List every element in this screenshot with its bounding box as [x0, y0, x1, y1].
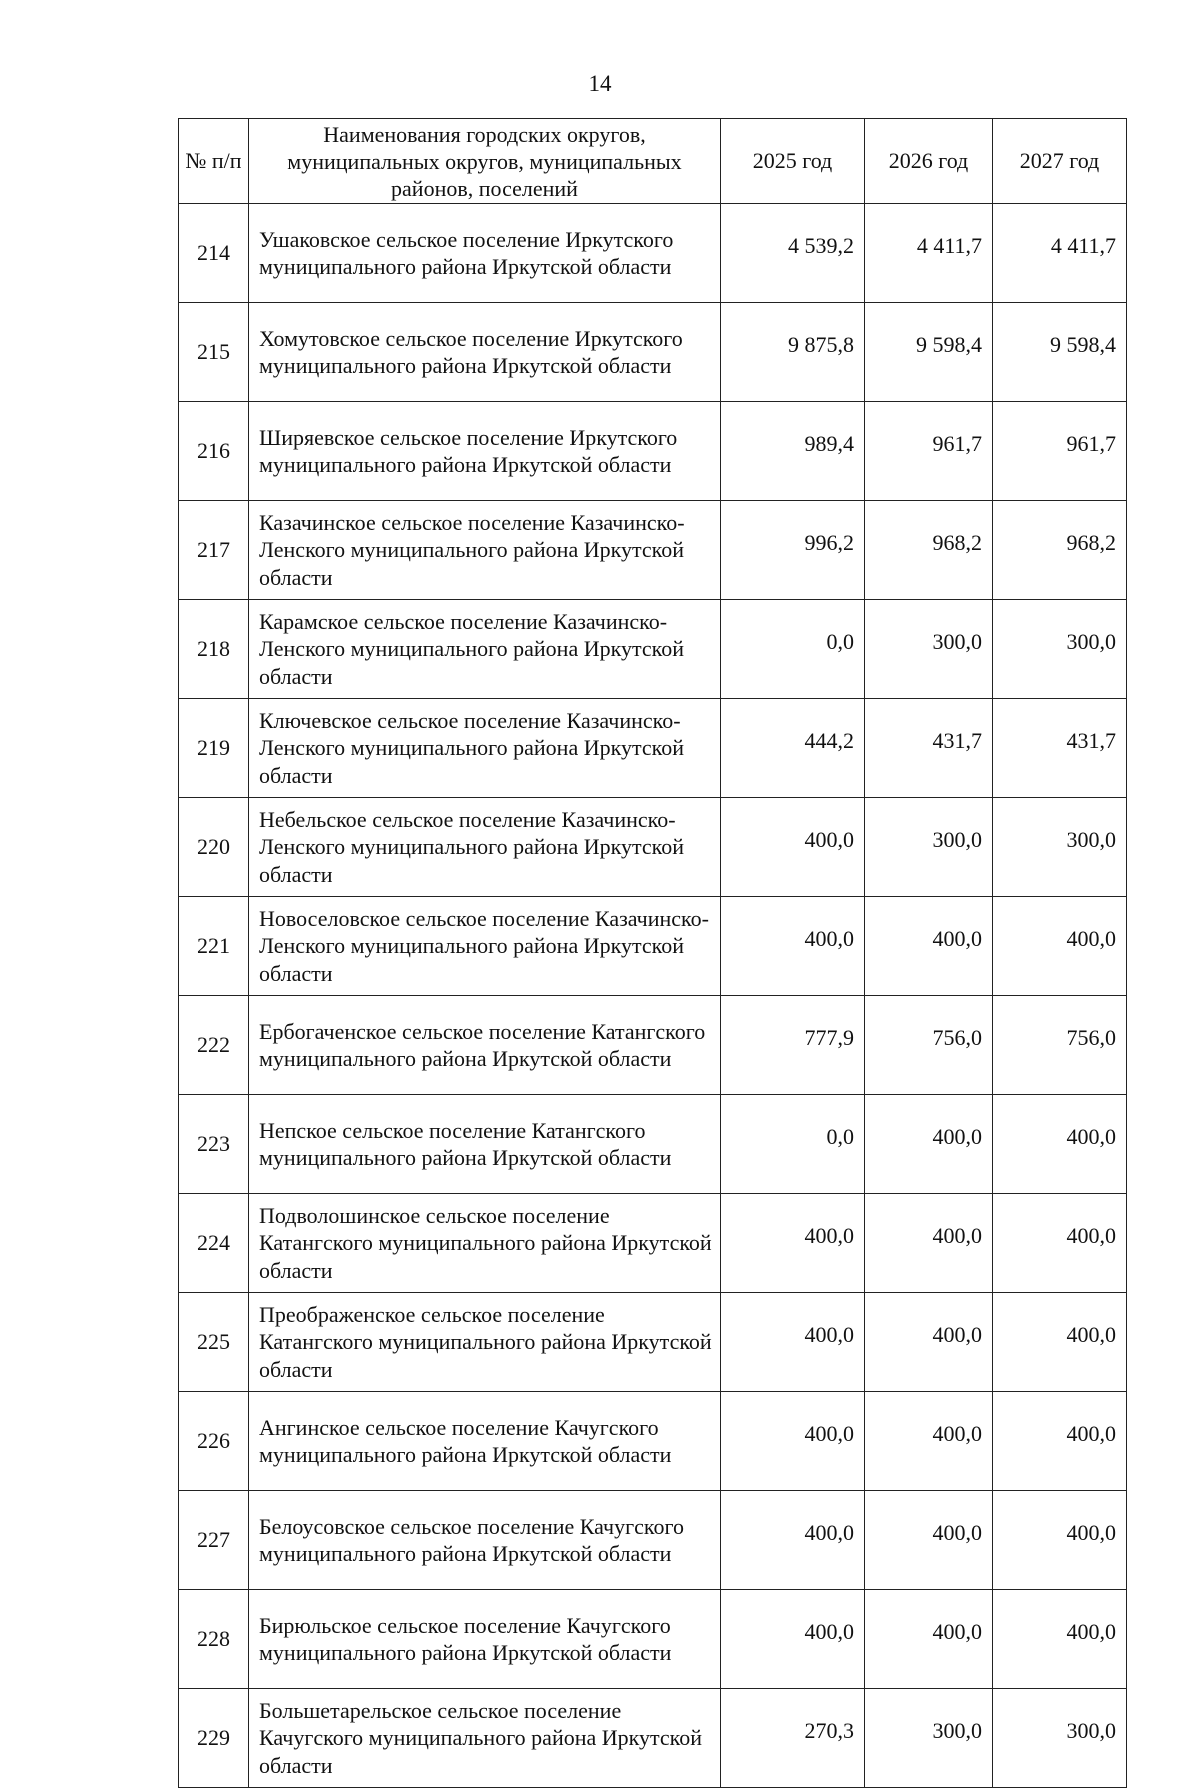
row-value-2026: 400,0 [865, 1095, 993, 1194]
table-row [179, 1392, 1127, 1491]
row-value-2025: 989,4 [721, 402, 865, 501]
row-value-2027: 300,0 [993, 600, 1127, 699]
row-name: Казачинское сельское поселение Казачинско-Ленского муниципального района Иркутской области [249, 501, 721, 600]
row-name: Непское сельское поселение Катангского муниципального района Иркутской области [249, 1095, 721, 1194]
row-name: Преображенское сельское поселение Катангского муниципального района Иркутской области [249, 1293, 721, 1392]
row-value-2025: 400,0 [721, 1590, 865, 1689]
row-value-2025: 400,0 [721, 897, 865, 996]
row-value-2025: 400,0 [721, 798, 865, 897]
row-value-2027: 431,7 [993, 699, 1127, 798]
table-row [179, 996, 1127, 1095]
row-value-2027: 400,0 [993, 1392, 1127, 1491]
row-number: 222 [179, 996, 249, 1095]
table-row [179, 1590, 1127, 1689]
row-value-2025: 9 875,8 [721, 303, 865, 402]
table-row [179, 600, 1127, 699]
row-value-2025: 400,0 [721, 1293, 865, 1392]
row-number: 215 [179, 303, 249, 402]
table-row [179, 501, 1127, 600]
row-value-2026: 400,0 [865, 1491, 993, 1590]
table-row [179, 1293, 1127, 1392]
row-value-2025: 400,0 [721, 1491, 865, 1590]
row-value-2027: 300,0 [993, 798, 1127, 897]
row-value-2027: 961,7 [993, 402, 1127, 501]
row-value-2026: 961,7 [865, 402, 993, 501]
row-value-2025: 777,9 [721, 996, 865, 1095]
row-value-2025: 4 539,2 [721, 204, 865, 303]
table-row [179, 204, 1127, 303]
row-value-2025: 0,0 [721, 600, 865, 699]
row-value-2027: 400,0 [993, 1590, 1127, 1689]
row-value-2025: 996,2 [721, 501, 865, 600]
row-value-2027: 968,2 [993, 501, 1127, 600]
row-name: Карамское сельское поселение Казачинско-Ленского муниципального района Иркутской области [249, 600, 721, 699]
row-number: 218 [179, 600, 249, 699]
row-value-2025: 0,0 [721, 1095, 865, 1194]
table-header [179, 119, 1127, 204]
row-number: 228 [179, 1590, 249, 1689]
row-name: Бирюльское сельское поселение Качугского муниципального района Иркутской области [249, 1590, 721, 1689]
row-name: Ключевское сельское поселение Казачинско-Ленского муниципального района Иркутской области [249, 699, 721, 798]
header-2026: 2026 год [865, 119, 993, 204]
table-row [179, 1194, 1127, 1293]
row-number: 226 [179, 1392, 249, 1491]
row-number: 216 [179, 402, 249, 501]
table-row [179, 699, 1127, 798]
row-number: 217 [179, 501, 249, 600]
table-row [179, 1491, 1127, 1590]
row-value-2026: 968,2 [865, 501, 993, 600]
row-value-2026: 400,0 [865, 1194, 993, 1293]
row-value-2027: 400,0 [993, 897, 1127, 996]
header-2027: 2027 год [993, 119, 1127, 204]
row-number: 220 [179, 798, 249, 897]
row-name: Ушаковское сельское поселение Иркутского муниципального района Иркутской области [249, 204, 721, 303]
row-value-2025: 400,0 [721, 1392, 865, 1491]
table-row [179, 402, 1127, 501]
budget-table [178, 118, 1127, 1788]
row-value-2027: 4 411,7 [993, 204, 1127, 303]
table-row [179, 1095, 1127, 1194]
row-value-2026: 300,0 [865, 600, 993, 699]
row-value-2027: 400,0 [993, 1293, 1127, 1392]
row-number: 214 [179, 204, 249, 303]
row-number: 221 [179, 897, 249, 996]
row-value-2025: 270,3 [721, 1689, 865, 1788]
table-row [179, 798, 1127, 897]
row-value-2025: 444,2 [721, 699, 865, 798]
row-value-2027: 300,0 [993, 1689, 1127, 1788]
row-value-2026: 400,0 [865, 1590, 993, 1689]
table-row [179, 303, 1127, 402]
row-value-2027: 9 598,4 [993, 303, 1127, 402]
row-value-2026: 400,0 [865, 1293, 993, 1392]
header-number: № п/п [179, 119, 249, 204]
row-name: Подволошинское сельское поселение Катангского муниципального района Иркутской области [249, 1194, 721, 1293]
row-value-2027: 400,0 [993, 1095, 1127, 1194]
row-value-2027: 400,0 [993, 1491, 1127, 1590]
row-name: Ербогаченское сельское поселение Катангского муниципального района Иркутской области [249, 996, 721, 1095]
row-value-2025: 400,0 [721, 1194, 865, 1293]
row-name: Ширяевское сельское поселение Иркутского муниципального района Иркутской области [249, 402, 721, 501]
row-name: Новоселовское сельское поселение Казачинско-Ленского муниципального района Иркутской области [249, 897, 721, 996]
header-row [179, 119, 1127, 204]
row-number: 219 [179, 699, 249, 798]
table-body [179, 204, 1127, 1788]
row-number: 229 [179, 1689, 249, 1788]
row-number: 223 [179, 1095, 249, 1194]
row-value-2026: 300,0 [865, 1689, 993, 1788]
row-value-2026: 756,0 [865, 996, 993, 1095]
page-number: 14 [588, 71, 612, 96]
row-value-2026: 4 411,7 [865, 204, 993, 303]
row-number: 225 [179, 1293, 249, 1392]
row-value-2026: 400,0 [865, 897, 993, 996]
row-value-2026: 9 598,4 [865, 303, 993, 402]
row-name: Большетарельское сельское поселение Качугского муниципального района Иркутской области [249, 1689, 721, 1788]
row-name: Хомутовское сельское поселение Иркутского муниципального района Иркутской области [249, 303, 721, 402]
row-name: Белоусовское сельское поселение Качугского муниципального района Иркутской области [249, 1491, 721, 1590]
row-name: Ангинское сельское поселение Качугского муниципального района Иркутской области [249, 1392, 721, 1491]
row-value-2026: 431,7 [865, 699, 993, 798]
row-value-2027: 400,0 [993, 1194, 1127, 1293]
table-row [179, 897, 1127, 996]
row-value-2026: 400,0 [865, 1392, 993, 1491]
row-name: Небельское сельское поселение Казачинско-Ленского муниципального района Иркутской области [249, 798, 721, 897]
row-value-2026: 300,0 [865, 798, 993, 897]
row-value-2027: 756,0 [993, 996, 1127, 1095]
header-name: Наименования городских округов, муниципальных округов, муниципальных районов, поселений [249, 119, 721, 204]
row-number: 227 [179, 1491, 249, 1590]
header-2025: 2025 год [721, 119, 865, 204]
row-number: 224 [179, 1194, 249, 1293]
table-row [179, 1689, 1127, 1788]
